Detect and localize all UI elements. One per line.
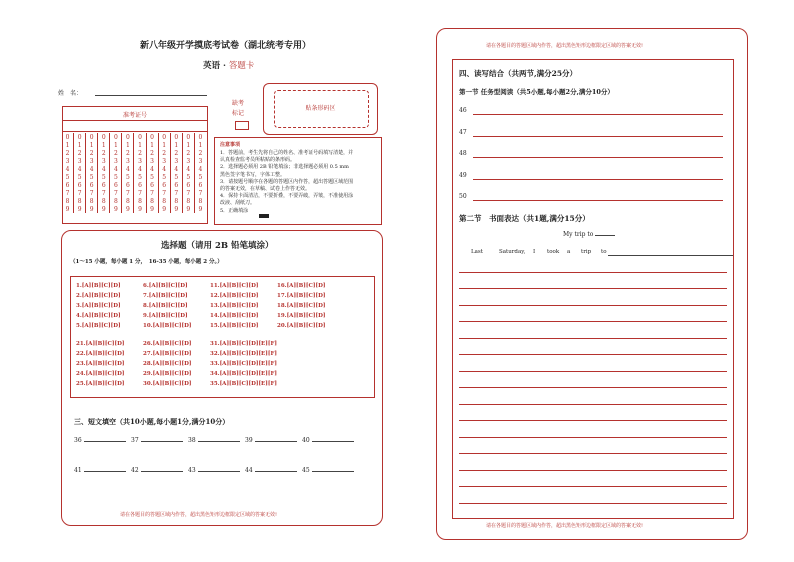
mc-question[interactable]: 33.[A][B][C][D][E][F] — [210, 361, 277, 367]
digit-bubble[interactable]: 4 — [122, 165, 134, 173]
digit-bubble[interactable]: 9 — [182, 205, 194, 213]
barcode-area — [263, 83, 378, 135]
cloze-item — [188, 467, 240, 474]
digit-row-5 — [62, 173, 206, 181]
cloze-number: 36 — [74, 437, 82, 444]
essay-start-word: a — [567, 249, 571, 255]
digit-bubble[interactable]: 1 — [122, 141, 134, 149]
cloze-item — [302, 437, 354, 444]
subtitle-subject: 英语 — [203, 61, 221, 71]
mc-question[interactable]: 19.[A][B][C][D] — [277, 313, 326, 319]
subtitle-dot: · — [222, 61, 226, 71]
digit-bubble[interactable]: 5 — [122, 173, 134, 181]
digit-bubble[interactable]: 0 — [170, 133, 182, 141]
digit-bubble[interactable]: 2 — [170, 149, 182, 157]
digit-bubble[interactable]: 3 — [98, 157, 110, 165]
essay-title-blank[interactable] — [595, 235, 615, 236]
digit-bubble[interactable]: 6 — [146, 181, 158, 189]
task-number: 48 — [459, 150, 467, 157]
digit-bubble[interactable]: 8 — [98, 197, 110, 205]
mc-row — [76, 323, 371, 333]
notes-line: 5．正确填涂 — [220, 207, 249, 214]
task-answer-row — [459, 172, 727, 194]
digit-bubble[interactable]: 8 — [158, 197, 170, 205]
essay-title-row — [563, 231, 615, 238]
mc-question[interactable]: 8.[A][B][C][D] — [143, 303, 188, 309]
cloze-number: 43 — [188, 467, 196, 474]
notes-line: 2．选择题必须用 2B 铅笔填涂；非选择题必须用 0.5 mm — [220, 164, 349, 171]
mc-question[interactable]: 11.[A][B][C][D] — [210, 283, 259, 289]
exam-id-label: 准考证号 — [122, 112, 147, 119]
essay-line[interactable] — [459, 405, 727, 422]
notes-line: 黑色签字笔书写，字体工整。 — [220, 171, 286, 178]
digit-bubble[interactable]: 6 — [182, 181, 194, 189]
cloze-blank[interactable] — [84, 441, 126, 442]
section4-title: 四、读写结合（共两节,满分25分） — [459, 69, 578, 78]
part1-title: 第一节 任务型阅读（共5小题,每小题2分,满分10分） — [459, 88, 614, 96]
notes-box — [214, 137, 382, 225]
digit-bubble[interactable]: 8 — [182, 197, 194, 205]
mc-question[interactable]: 9.[A][B][C][D] — [143, 313, 188, 319]
digit-bubble[interactable]: 3 — [194, 157, 206, 165]
digit-bubble[interactable]: 3 — [74, 157, 86, 165]
mc-question[interactable]: 31.[A][B][C][D][E][F] — [210, 341, 277, 347]
digit-bubble[interactable]: 8 — [194, 197, 206, 205]
essay-line[interactable] — [459, 322, 727, 339]
cloze-blank[interactable] — [198, 441, 240, 442]
cloze-item — [74, 437, 126, 444]
digit-bubble[interactable]: 9 — [146, 205, 158, 213]
digit-bubble[interactable]: 6 — [110, 181, 122, 189]
exam-id-box — [62, 106, 208, 224]
mc-question[interactable]: 2.[A][B][C][D] — [76, 293, 121, 299]
digit-bubble[interactable]: 1 — [98, 141, 110, 149]
mc-question[interactable]: 14.[A][B][C][D] — [210, 313, 259, 319]
mc-question[interactable]: 25.[A][B][C][D] — [76, 381, 125, 387]
digit-bubble[interactable]: 7 — [98, 189, 110, 197]
digit-bubble[interactable]: 0 — [158, 133, 170, 141]
cloze-blank[interactable] — [255, 441, 297, 442]
mc-question[interactable]: 6.[A][B][C][D] — [143, 283, 188, 289]
essay-title: My trip to — [563, 231, 594, 238]
absent-mark-box[interactable] — [235, 121, 249, 130]
digit-bubble[interactable]: 6 — [122, 181, 134, 189]
footer-note-left: 请在各题目的答题区域内作答，超出黑色矩形边框限定区域的答案无效! — [120, 512, 278, 518]
digit-bubble[interactable]: 6 — [134, 181, 146, 189]
mc-grid-box — [70, 276, 375, 398]
essay-line[interactable] — [459, 273, 727, 290]
digit-bubble[interactable]: 6 — [65, 181, 70, 189]
cloze-item — [302, 467, 354, 474]
task-answer-line[interactable] — [473, 136, 723, 137]
mc-question[interactable]: 5.[A][B][C][D] — [76, 323, 121, 329]
digit-bubble[interactable]: 1 — [194, 141, 206, 149]
digit-row-7 — [62, 189, 206, 197]
mc-score-note: （1～15 小题，每小题 1 分， 16-35 小题，每小题 2 分。） — [70, 259, 223, 265]
subtitle — [203, 59, 254, 71]
digit-bubble[interactable]: 2 — [86, 149, 98, 157]
mc-question[interactable]: 34.[A][B][C][D][E][F] — [210, 371, 277, 377]
digit-bubble[interactable]: 0 — [194, 133, 206, 141]
digit-bubble[interactable]: 1 — [110, 141, 122, 149]
name-label: 姓 名： — [58, 90, 83, 97]
digit-bubble[interactable]: 4 — [98, 165, 110, 173]
mc-row — [76, 371, 371, 381]
notes-line: 改液、刮纸刀。 — [220, 200, 256, 207]
mc-question[interactable]: 15.[A][B][C][D] — [210, 323, 259, 329]
mc-question[interactable]: 22.[A][B][C][D] — [76, 351, 125, 357]
absent-mark-label: 缺考 标记 — [232, 100, 245, 117]
mc-row — [76, 313, 371, 323]
digit-bubble[interactable]: 4 — [110, 165, 122, 173]
digit-bubble[interactable]: 2 — [110, 149, 122, 157]
digit-bubble[interactable]: 5 — [110, 173, 122, 181]
digit-bubble[interactable]: 9 — [194, 205, 206, 213]
digit-bubble[interactable]: 6 — [194, 181, 206, 189]
mc-question[interactable]: 28.[A][B][C][D] — [143, 361, 192, 367]
footer-note-bottom: 请在各题目的答题区域内作答，超出黑色矩形边框限定区域的答案无效! — [486, 523, 644, 529]
mc-question[interactable]: 27.[A][B][C][D] — [143, 351, 192, 357]
task-answer-row — [459, 193, 727, 215]
essay-writing-lines — [459, 256, 727, 504]
digit-bubble[interactable]: 7 — [74, 189, 86, 197]
digit-bubble[interactable]: 1 — [182, 141, 194, 149]
digit-bubble[interactable]: 9 — [122, 205, 134, 213]
digit-bubble[interactable]: 5 — [182, 173, 194, 181]
mc-row — [76, 381, 371, 391]
cloze-number: 42 — [131, 467, 139, 474]
mc-question[interactable]: 7.[A][B][C][D] — [143, 293, 188, 299]
digit-bubble[interactable]: 0 — [110, 133, 122, 141]
digit-bubble[interactable]: 8 — [146, 197, 158, 205]
digit-bubble[interactable]: 7 — [122, 189, 134, 197]
digit-bubble[interactable]: 5 — [86, 173, 98, 181]
cloze-blank[interactable] — [198, 471, 240, 472]
digit-bubble[interactable]: 3 — [122, 157, 134, 165]
mc-row — [76, 341, 371, 351]
digit-bubble[interactable]: 7 — [110, 189, 122, 197]
digit-bubble[interactable]: 0 — [98, 133, 110, 141]
digit-bubble[interactable]: 4 — [158, 165, 170, 173]
notes-list — [220, 150, 380, 215]
essay-start-word: Last — [471, 249, 483, 255]
mc-question[interactable]: 18.[A][B][C][D] — [277, 303, 326, 309]
mc-question[interactable]: 29.[A][B][C][D] — [143, 371, 192, 377]
task-answer-row — [459, 129, 727, 151]
mc-question[interactable]: 10.[A][B][C][D] — [143, 323, 192, 329]
essay-start-word: Saturday, — [499, 249, 526, 255]
digit-row-9 — [62, 205, 206, 213]
essay-start-word: took — [547, 249, 560, 255]
digit-bubble[interactable]: 7 — [86, 189, 98, 197]
digit-bubble[interactable]: 9 — [98, 205, 110, 213]
multiple-choice-section — [61, 230, 383, 526]
digit-bubble[interactable]: 8 — [134, 197, 146, 205]
digit-bubble[interactable]: 4 — [65, 165, 70, 173]
digit-bubble[interactable]: 6 — [98, 181, 110, 189]
cloze-item — [245, 437, 297, 444]
cloze-number: 38 — [188, 437, 196, 444]
cloze-blank[interactable] — [312, 471, 354, 472]
essay-line[interactable] — [459, 454, 727, 471]
digit-bubble[interactable]: 2 — [182, 149, 194, 157]
essay-line[interactable] — [459, 438, 727, 455]
cloze-blank[interactable] — [312, 441, 354, 442]
digit-bubble[interactable]: 4 — [74, 165, 86, 173]
digit-bubble[interactable]: 9 — [158, 205, 170, 213]
digit-bubble[interactable]: 7 — [170, 189, 182, 197]
notes-line: 认真检查监考员所粘贴的条形码。 — [220, 157, 296, 164]
digit-bubble[interactable]: 4 — [194, 165, 206, 173]
essay-start-word: trip — [581, 249, 592, 255]
mc-question[interactable]: 21.[A][B][C][D] — [76, 341, 125, 347]
mc-question[interactable]: 23.[A][B][C][D] — [76, 361, 125, 367]
essay-start-word: I — [533, 249, 536, 255]
cloze-title: 三、短文填空（共10小题,每小题1分,满分10分） — [74, 417, 230, 426]
footer-note-top: 请在各题目的答题区域内作答，超出黑色矩形边框限定区域的答案无效! — [486, 43, 644, 49]
digit-bubble[interactable]: 3 — [146, 157, 158, 165]
essay-line[interactable] — [459, 289, 727, 306]
essay-line[interactable] — [459, 256, 727, 273]
digit-bubble[interactable]: 6 — [158, 181, 170, 189]
digit-bubble[interactable]: 4 — [170, 165, 182, 173]
mc-question[interactable]: 3.[A][B][C][D] — [76, 303, 121, 309]
task-answer-line[interactable] — [473, 157, 723, 158]
digit-bubble[interactable]: 2 — [98, 149, 110, 157]
digit-bubble[interactable]: 9 — [170, 205, 182, 213]
digit-bubble[interactable]: 5 — [194, 173, 206, 181]
cloze-item — [131, 437, 183, 444]
answer-area-box — [452, 59, 734, 519]
digit-bubble[interactable]: 0 — [182, 133, 194, 141]
mc-question[interactable]: 35.[A][B][C][D][E][F] — [210, 381, 277, 387]
digit-bubble[interactable]: 2 — [74, 149, 86, 157]
digit-bubble[interactable]: 5 — [65, 173, 70, 181]
digit-bubble[interactable]: 8 — [74, 197, 86, 205]
essay-line[interactable] — [459, 339, 727, 356]
page-title: 新八年级开学摸底考试卷（湖北统考专用） — [140, 41, 312, 51]
cloze-blank[interactable] — [141, 441, 183, 442]
digit-bubble[interactable]: 0 — [122, 133, 134, 141]
digit-bubble[interactable]: 6 — [86, 181, 98, 189]
right-answer-panel — [436, 28, 748, 540]
essay-line[interactable] — [459, 355, 727, 372]
digit-row-1 — [62, 141, 206, 149]
cloze-item — [74, 467, 126, 474]
digit-bubble[interactable]: 8 — [110, 197, 122, 205]
task-number: 47 — [459, 128, 467, 136]
digit-bubble[interactable]: 2 — [146, 149, 158, 157]
task-answer-row — [459, 150, 727, 172]
task-answer-line[interactable] — [473, 200, 723, 201]
essay-line[interactable] — [459, 306, 727, 323]
digit-bubble[interactable]: 3 — [134, 157, 146, 165]
cloze-number: 44 — [245, 467, 253, 474]
digit-row-0 — [62, 133, 206, 141]
essay-line[interactable] — [459, 421, 727, 438]
digit-bubble[interactable]: 8 — [65, 197, 70, 205]
digit-bubble[interactable]: 1 — [65, 141, 70, 149]
digit-bubble[interactable]: 4 — [182, 165, 194, 173]
digit-bubble[interactable]: 8 — [86, 197, 98, 205]
mc-block-2 — [76, 341, 371, 391]
cloze-blank[interactable] — [141, 471, 183, 472]
digit-bubble[interactable]: 3 — [110, 157, 122, 165]
subtitle-answer-card: 答题卡 — [228, 61, 255, 71]
mc-question[interactable]: 24.[A][B][C][D] — [76, 371, 125, 377]
essay-line[interactable] — [459, 471, 727, 488]
mc-question[interactable]: 32.[A][B][C][D][E][F] — [210, 351, 277, 357]
cloze-blank[interactable] — [84, 471, 126, 472]
mc-question[interactable]: 17.[A][B][C][D] — [277, 293, 326, 299]
essay-line[interactable] — [459, 388, 727, 405]
digit-bubble[interactable]: 3 — [182, 157, 194, 165]
digit-row-8 — [62, 197, 206, 205]
mc-question[interactable]: 26.[A][B][C][D] — [143, 341, 192, 347]
digit-bubble[interactable]: 5 — [158, 173, 170, 181]
digit-bubble[interactable]: 2 — [134, 149, 146, 157]
digit-bubble[interactable]: 2 — [158, 149, 170, 157]
essay-start-word: to — [601, 249, 607, 255]
digit-bubble[interactable]: 7 — [146, 189, 158, 197]
digit-bubble[interactable]: 0 — [74, 133, 86, 141]
essay-line[interactable] — [459, 487, 727, 504]
digit-bubble[interactable]: 2 — [65, 149, 70, 157]
digit-bubble[interactable]: 1 — [170, 141, 182, 149]
exam-id-write-row[interactable] — [63, 120, 207, 132]
digit-bubble[interactable]: 4 — [134, 165, 146, 173]
cloze-item — [131, 467, 183, 474]
mc-question[interactable]: 4.[A][B][C][D] — [76, 313, 121, 319]
cloze-blank[interactable] — [255, 471, 297, 472]
digit-bubble[interactable]: 5 — [98, 173, 110, 181]
digit-bubble[interactable]: 9 — [134, 205, 146, 213]
digit-bubble[interactable]: 4 — [146, 165, 158, 173]
cloze-number: 45 — [302, 467, 310, 474]
digit-bubble[interactable]: 6 — [74, 181, 86, 189]
digit-bubble[interactable]: 7 — [158, 189, 170, 197]
mc-row — [76, 361, 371, 371]
digit-bubble[interactable]: 8 — [170, 197, 182, 205]
digit-bubble[interactable]: 1 — [146, 141, 158, 149]
digit-bubble[interactable]: 5 — [146, 173, 158, 181]
digit-bubble[interactable]: 5 — [74, 173, 86, 181]
mc-question[interactable]: 30.[A][B][C][D] — [143, 381, 192, 387]
cloze-number: 41 — [74, 467, 82, 474]
cloze-item — [245, 467, 297, 474]
digit-bubble[interactable]: 1 — [134, 141, 146, 149]
exam-id-bubble-grid[interactable] — [62, 133, 206, 213]
mc-question[interactable]: 16.[A][B][C][D] — [277, 283, 326, 289]
task-reading-lines — [459, 107, 727, 215]
notes-line: 1．答题前，考生先将自己的姓名、准考证号码填写清楚，并 — [220, 150, 354, 156]
digit-bubble[interactable]: 9 — [74, 205, 86, 213]
mc-block-1 — [76, 283, 371, 333]
notes-line: 3．请按题号顺序在各题的答题区内作答，超出答题区域范围 — [220, 178, 354, 185]
task-answer-line[interactable] — [473, 114, 723, 115]
digit-bubble[interactable]: 7 — [182, 189, 194, 197]
cloze-number: 39 — [245, 437, 253, 444]
mc-title: 选择题（请用 2B 铅笔填涂） — [161, 241, 274, 251]
digit-bubble[interactable]: 1 — [86, 141, 98, 149]
digit-bubble[interactable]: 9 — [65, 205, 70, 213]
part2-title: 第二节 书面表达（共1题,满分15分） — [459, 214, 590, 223]
digit-bubble[interactable]: 0 — [146, 133, 158, 141]
task-answer-line[interactable] — [473, 179, 723, 180]
task-answer-row — [459, 107, 727, 129]
digit-bubble[interactable]: 0 — [86, 133, 98, 141]
digit-bubble[interactable]: 2 — [122, 149, 134, 157]
name-field[interactable] — [95, 95, 207, 96]
task-number: 49 — [459, 171, 467, 179]
digit-bubble[interactable]: 0 — [134, 133, 146, 141]
digit-row-6 — [62, 181, 206, 189]
mc-row — [76, 351, 371, 361]
cloze-number: 37 — [131, 437, 139, 444]
digit-bubble[interactable]: 4 — [86, 165, 98, 173]
digit-bubble[interactable]: 3 — [170, 157, 182, 165]
task-number: 46 — [459, 107, 467, 114]
mc-question[interactable]: 13.[A][B][C][D] — [210, 303, 259, 309]
digit-bubble[interactable]: 0 — [65, 133, 70, 141]
mc-question[interactable]: 20.[A][B][C][D] — [277, 323, 326, 329]
notes-line: 4．保持卡面清洁，不要折叠，不要弄破，弄皱，不准使用涂 — [220, 193, 354, 200]
digit-bubble[interactable]: 7 — [134, 189, 146, 197]
notes-line: 的答案无效，在草稿、试卷上作答无效。 — [220, 186, 311, 193]
correct-fill-sample — [259, 214, 269, 218]
mc-question[interactable]: 12.[A][B][C][D] — [210, 293, 259, 299]
barcode-label: 贴条形码区 — [305, 105, 336, 112]
mc-question[interactable]: 1.[A][B][C][D] — [76, 283, 121, 289]
digit-bubble[interactable]: 1 — [74, 141, 86, 149]
digit-bubble[interactable]: 7 — [65, 189, 70, 197]
notes-title: 注意事项 — [220, 142, 241, 148]
digit-row-2 — [62, 149, 206, 157]
digit-bubble[interactable]: 9 — [86, 205, 98, 213]
cloze-number: 40 — [302, 437, 310, 444]
mc-row — [76, 293, 371, 303]
cloze-item — [188, 437, 240, 444]
digit-bubble[interactable]: 3 — [158, 157, 170, 165]
mc-row — [76, 303, 371, 313]
digit-bubble[interactable]: 5 — [134, 173, 146, 181]
digit-bubble[interactable]: 3 — [65, 157, 70, 165]
digit-bubble[interactable]: 1 — [158, 141, 170, 149]
digit-bubble[interactable]: 2 — [194, 149, 206, 157]
digit-row-4 — [62, 165, 206, 173]
essay-line[interactable] — [459, 372, 727, 389]
digit-bubble[interactable]: 9 — [110, 205, 122, 213]
digit-bubble[interactable]: 3 — [86, 157, 98, 165]
digit-row-3 — [62, 157, 206, 165]
digit-bubble[interactable]: 7 — [194, 189, 206, 197]
digit-bubble[interactable]: 6 — [170, 181, 182, 189]
digit-bubble[interactable]: 8 — [122, 197, 134, 205]
digit-bubble[interactable]: 5 — [170, 173, 182, 181]
task-number: 50 — [459, 193, 467, 200]
mc-row — [76, 283, 371, 293]
